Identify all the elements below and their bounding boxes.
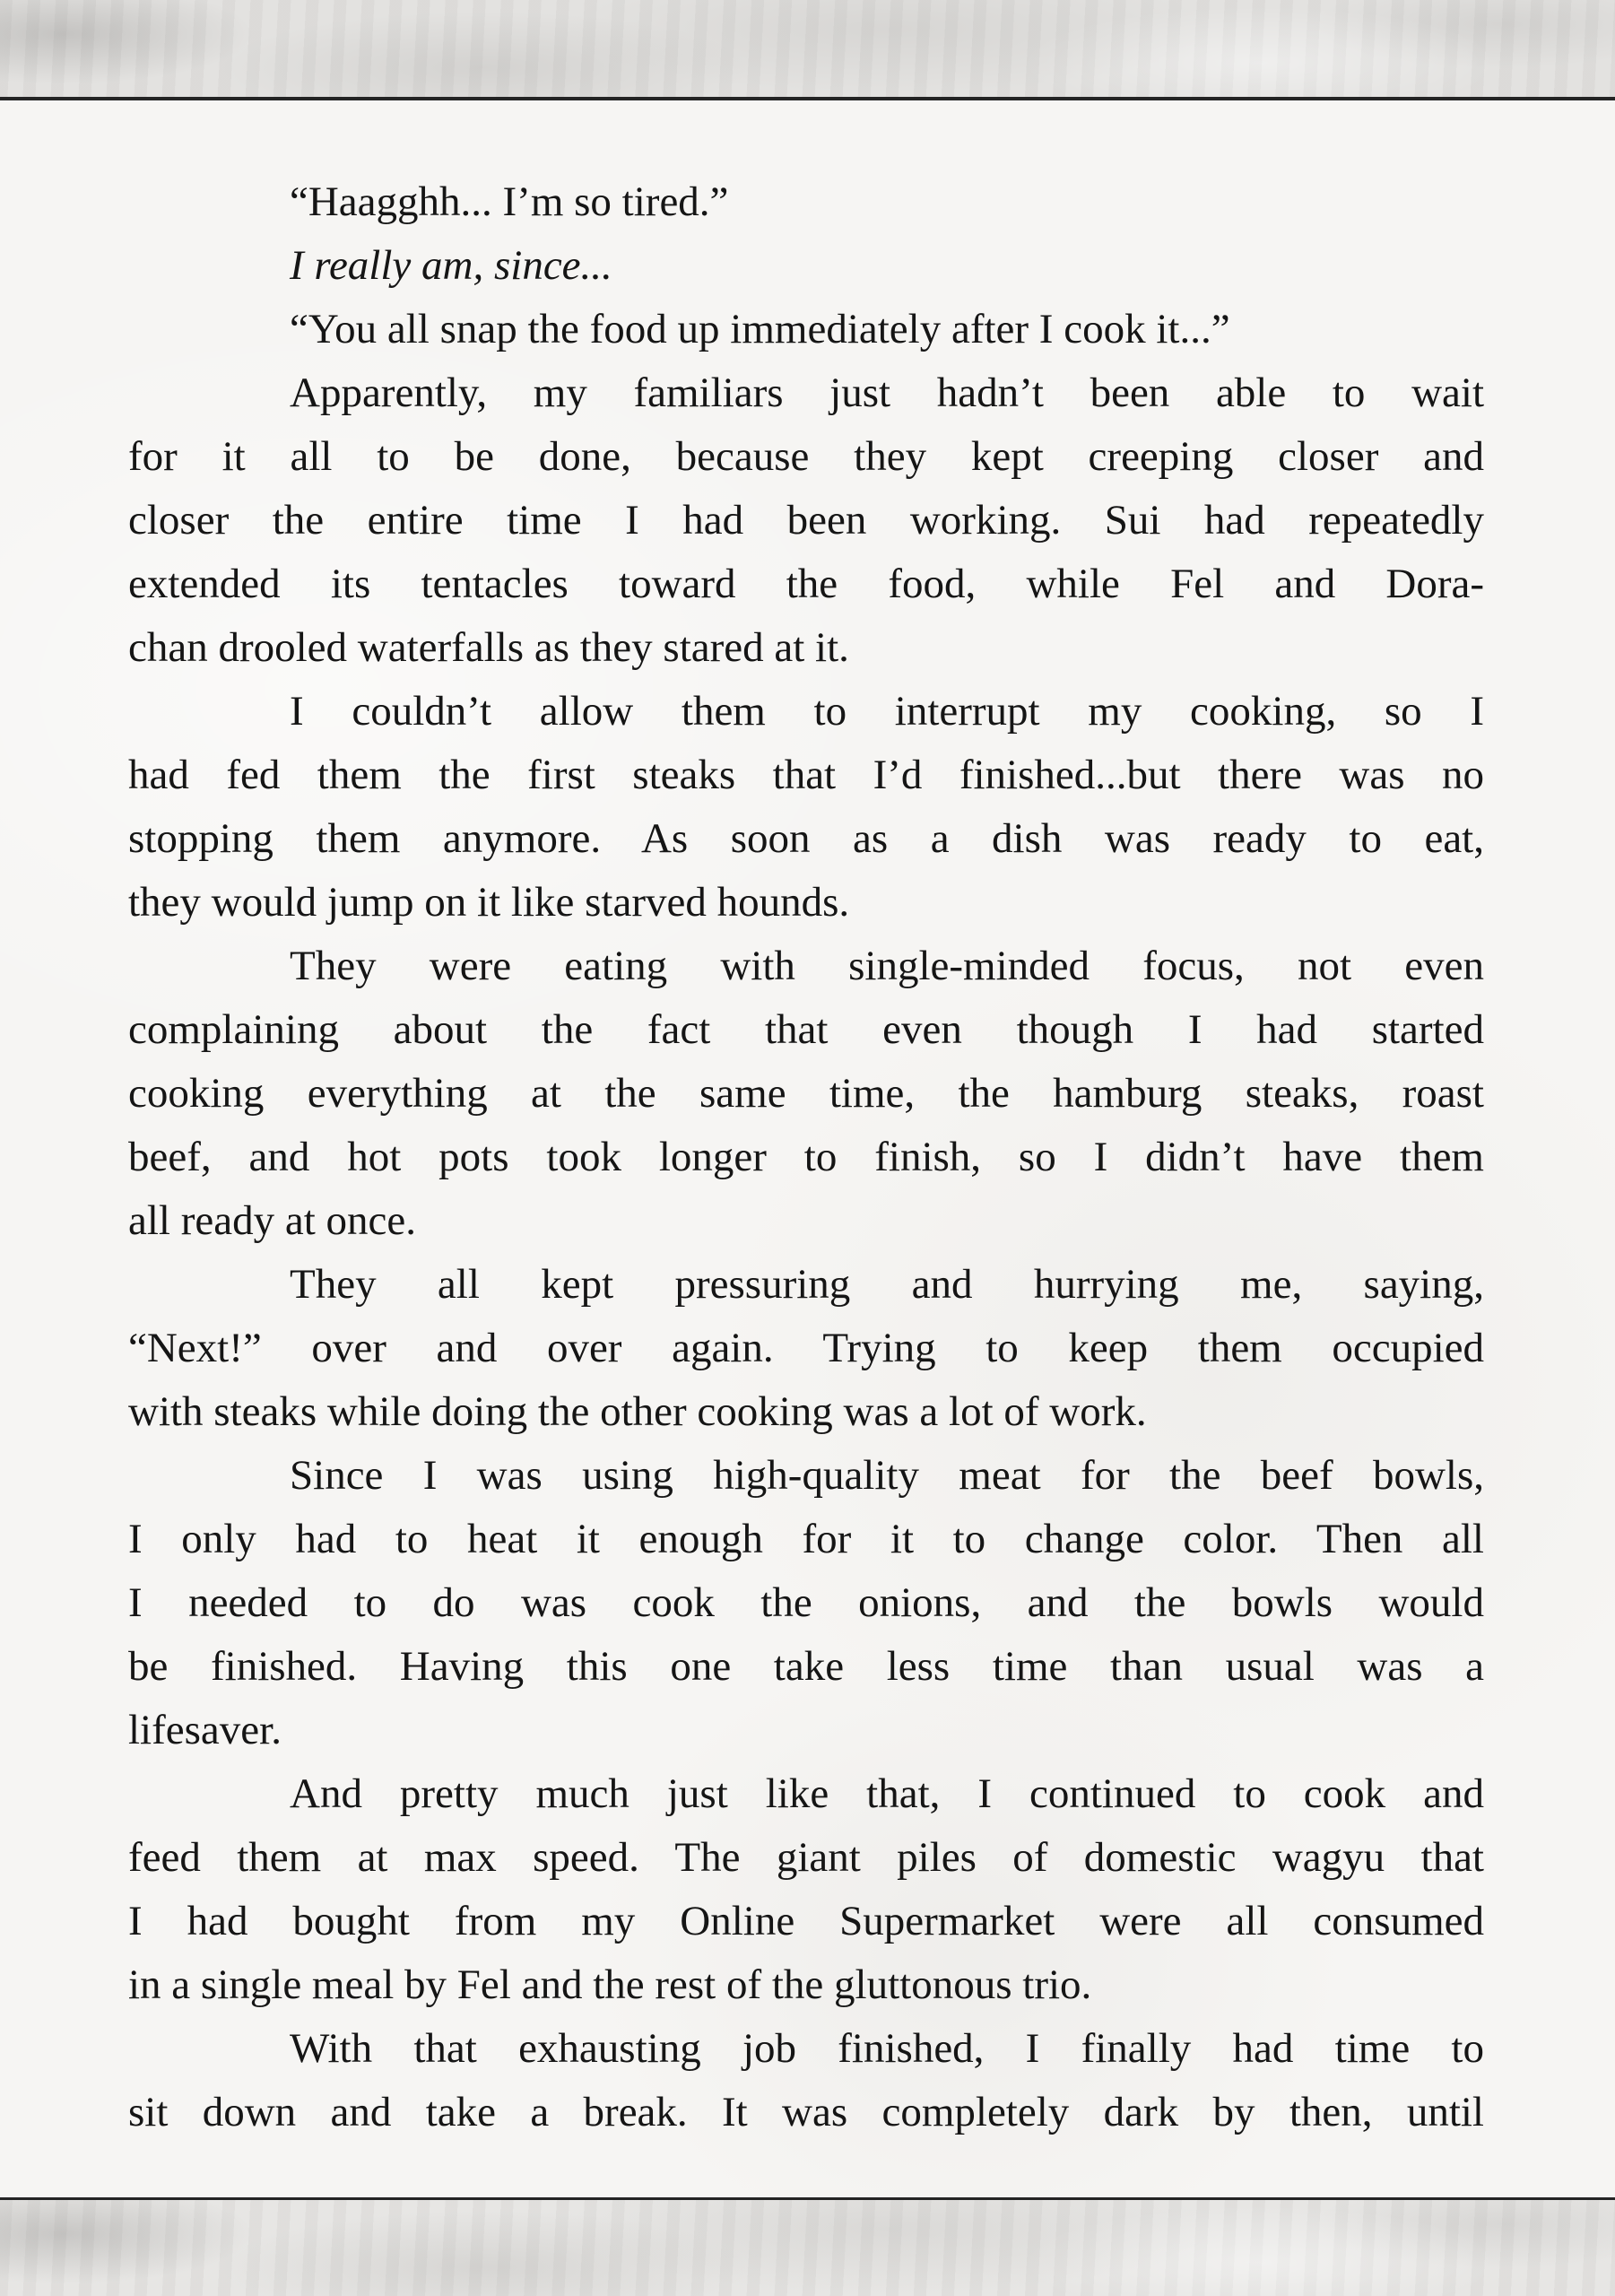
- text-line: had fed them the first steaks that I’d finished...but there was no: [128, 752, 1484, 798]
- text-line: they would jump on it like starved hounds.: [128, 879, 850, 926]
- text-line: With that exhausting job finished, I finally had time to: [290, 2025, 1484, 2072]
- text-line: “Next!” over and over again. Trying to keep them occupied: [128, 1325, 1484, 1371]
- text-line: be finished. Having this one take less time than usual was a: [128, 1643, 1484, 1690]
- text-line: They were eating with single-minded focus, not even: [290, 943, 1484, 989]
- paragraph: [128, 1444, 1484, 1762]
- paragraph: [128, 935, 1484, 1253]
- text-line: I had bought from my Online Supermarket were all consumed: [128, 1898, 1484, 1944]
- paragraph: [128, 680, 1484, 935]
- bottom-margin-texture: [0, 2197, 1615, 2296]
- text-line: extended its tentacles toward the food, while Fel and Dora-: [128, 561, 1484, 607]
- text-line: cooking everything at the same time, the hamburg steaks, roast: [128, 1070, 1484, 1117]
- text-line: And pretty much just like that, I continued to cook and: [290, 1770, 1484, 1817]
- text-line: with steaks while doing the other cooking was a lot of work.: [128, 1388, 1147, 1435]
- paragraph: [128, 361, 1484, 680]
- text-line: sit down and take a break. It was completely dark by then, until: [128, 2089, 1484, 2135]
- text-line: in a single meal by Fel and the rest of the gluttonous trio.: [128, 1961, 1092, 2008]
- text-line: for it all to be done, because they kept creeping closer and: [128, 433, 1484, 480]
- text-line: all ready at once.: [128, 1197, 416, 1244]
- text-line: They all kept pressuring and hurrying me, saying,: [290, 1261, 1484, 1308]
- text-line: I really am, since...: [290, 242, 612, 289]
- page-text: [128, 100, 1484, 2144]
- text-line: I couldn’t allow them to interrupt my cooking, so I: [290, 688, 1484, 735]
- text-line: lifesaver.: [128, 1707, 282, 1753]
- text-line: feed them at max speed. The giant piles of domestic wagyu that: [128, 1834, 1484, 1881]
- paragraph: [128, 1762, 1484, 2017]
- text-line: chan drooled waterfalls as they stared at it.: [128, 624, 849, 671]
- text-line: “You all snap the food up immediately after I cook it...”: [290, 306, 1230, 352]
- paragraph: [128, 298, 1484, 361]
- text-line: “Haagghh... I’m so tired.”: [290, 178, 729, 225]
- top-margin-texture: [0, 0, 1615, 100]
- text-line: beef, and hot pots took longer to finish, so I didn’t have them: [128, 1134, 1484, 1180]
- text-line: closer the entire time I had been working. Sui had repeatedly: [128, 497, 1484, 544]
- text-line: stopping them anymore. As soon as a dish was ready to eat,: [128, 815, 1484, 862]
- text-line: complaining about the fact that even though I had started: [128, 1006, 1484, 1053]
- paragraph: [128, 1253, 1484, 1444]
- text-line: Apparently, my familiars just hadn’t been able to wait: [290, 370, 1484, 416]
- paragraph: [128, 2017, 1484, 2144]
- paragraph: [128, 234, 1484, 298]
- text-line: I needed to do was cook the onions, and the bowls would: [128, 1579, 1484, 1626]
- text-line: Since I was using high-quality meat for the beef bowls,: [290, 1452, 1484, 1499]
- text-line: I only had to heat it enough for it to change color. Then all: [128, 1516, 1484, 1562]
- paragraph: [128, 170, 1484, 234]
